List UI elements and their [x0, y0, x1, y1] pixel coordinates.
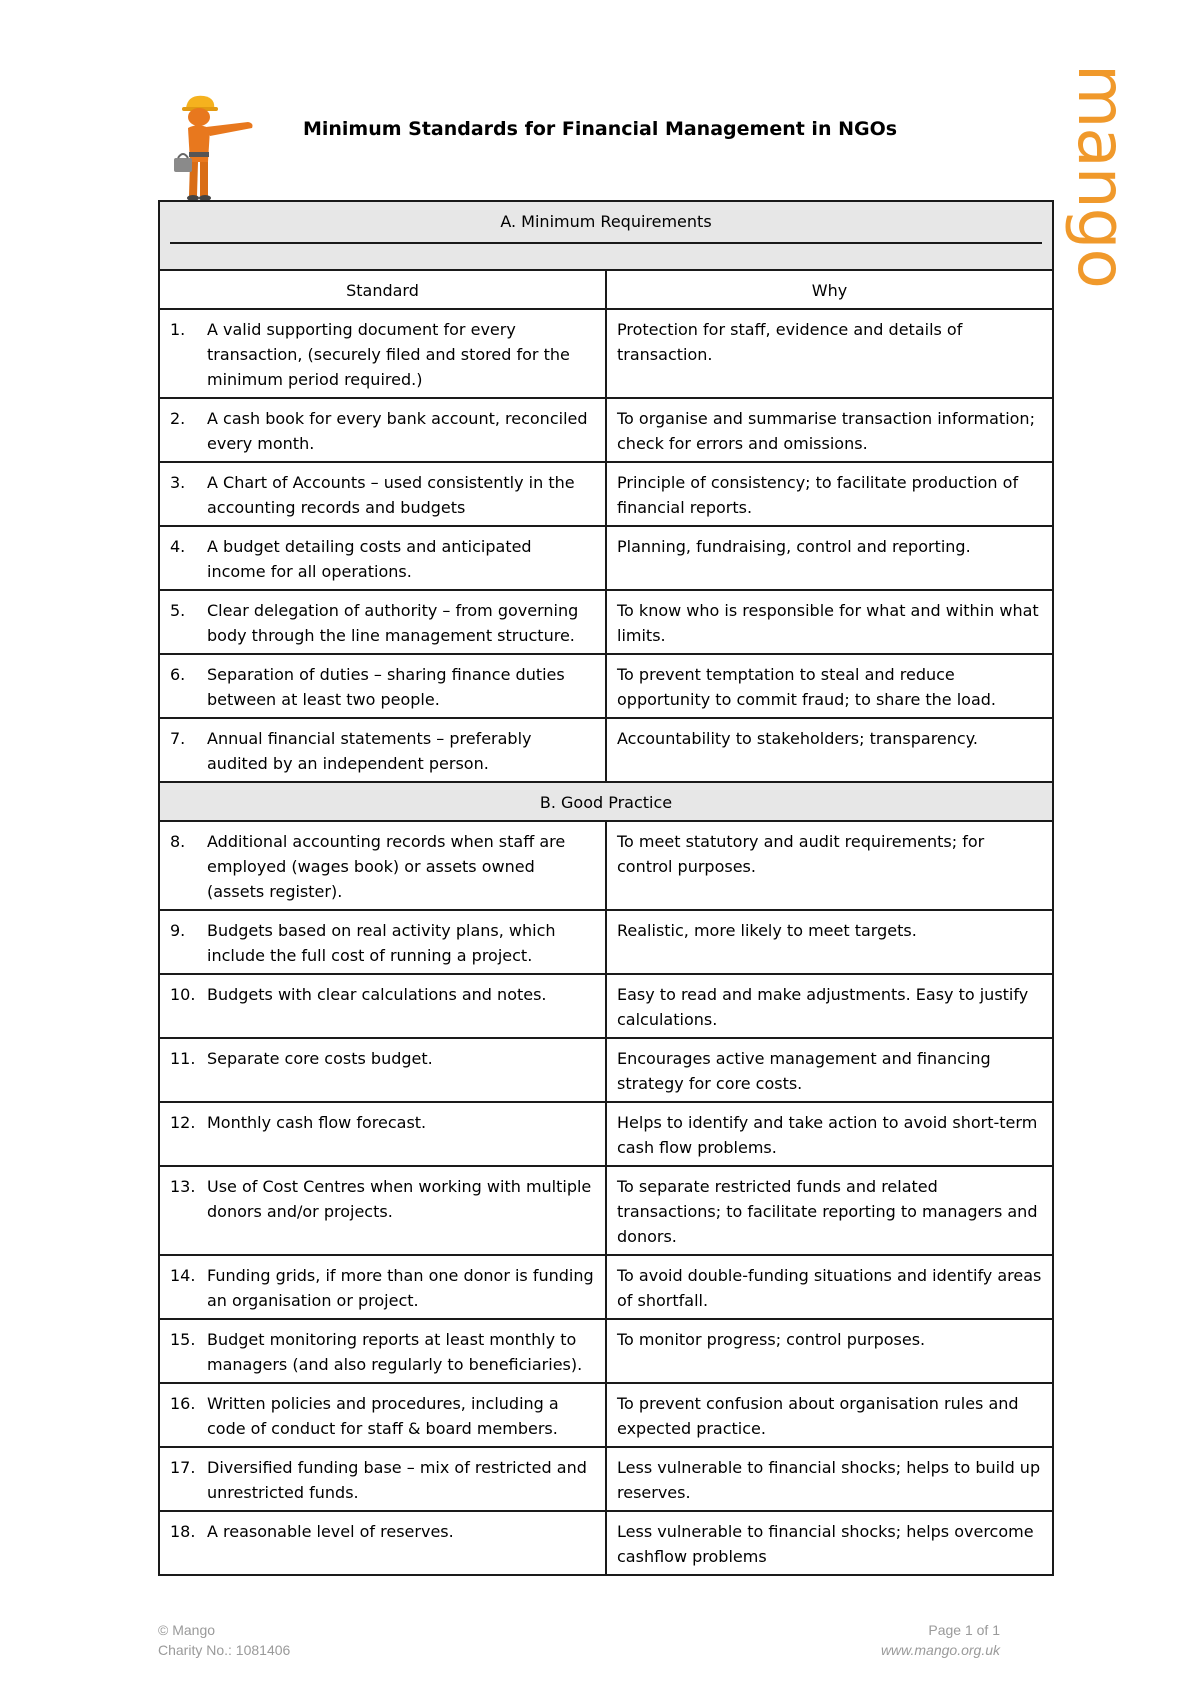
standard-text: Written policies and procedures, including a code of conduct for staff & board members. — [207, 1394, 559, 1438]
section-a-title: A. Minimum Requirements — [500, 212, 712, 231]
table-row — [159, 1166, 1053, 1255]
standard-text: A valid supporting document for every transaction, (securely filed and stored for the minimum period required.) — [207, 320, 570, 389]
standard-entry — [170, 1327, 595, 1377]
standard-text: A cash book for every bank account, reconciled every month. — [207, 409, 588, 453]
why-cell: To prevent confusion about organisation rules and expected practice. — [606, 1383, 1053, 1447]
standard-entry — [170, 1110, 595, 1135]
why-cell: Principle of consistency; to facilitate production of financial reports. — [606, 462, 1053, 526]
standard-cell — [159, 910, 606, 974]
standard-entry — [170, 982, 595, 1007]
standard-text: Clear delegation of authority – from governing body through the line management structure. — [207, 601, 579, 645]
standard-cell — [159, 1038, 606, 1102]
standard-entry — [170, 918, 595, 968]
footer-copyright: © Mango — [158, 1622, 216, 1638]
section-a-title-cell — [159, 201, 1053, 270]
standard-text: A reasonable level of reserves. — [207, 1522, 454, 1541]
table-row — [159, 1447, 1053, 1511]
standard-cell — [159, 1447, 606, 1511]
standard-entry — [170, 1391, 595, 1441]
why-cell: Planning, fundraising, control and reporting. — [606, 526, 1053, 590]
table-row — [159, 654, 1053, 718]
table-row — [159, 1383, 1053, 1447]
section-a-header-row — [159, 201, 1053, 270]
standard-number: 4. — [170, 537, 186, 556]
standard-cell — [159, 1511, 606, 1575]
standard-cell — [159, 1102, 606, 1166]
why-cell: Protection for staff, evidence and details of transaction. — [606, 309, 1053, 398]
footer-page-number: Page 1 of 1 — [928, 1622, 1000, 1638]
standard-number: 8. — [170, 832, 186, 851]
table-row — [159, 1038, 1053, 1102]
section-b-title: B. Good Practice — [159, 782, 1053, 821]
standard-cell — [159, 398, 606, 462]
standard-entry — [170, 726, 595, 776]
table-row — [159, 462, 1053, 526]
standard-entry — [170, 317, 595, 392]
why-cell: Less vulnerable to financial shocks; helps to build up reserves. — [606, 1447, 1053, 1511]
footer-charity-number: Charity No.: 1081406 — [158, 1642, 291, 1658]
why-cell: To organise and summarise transaction information; check for errors and omissions. — [606, 398, 1053, 462]
standard-number: 10. — [170, 985, 196, 1004]
standard-entry — [170, 406, 595, 456]
standard-cell — [159, 718, 606, 782]
standard-entry — [170, 829, 595, 904]
standard-number: 17. — [170, 1458, 196, 1477]
standard-text: A budget detailing costs and anticipated income for all operations. — [207, 537, 532, 581]
why-cell: Helps to identify and take action to avoid short-term cash flow problems. — [606, 1102, 1053, 1166]
standard-number: 18. — [170, 1522, 196, 1541]
standard-entry — [170, 1263, 595, 1313]
standard-number: 9. — [170, 921, 186, 940]
brand-logo: mango — [1063, 64, 1140, 288]
footer-left — [158, 1620, 290, 1660]
standard-number: 14. — [170, 1266, 196, 1285]
standard-number: 15. — [170, 1330, 196, 1349]
standard-cell — [159, 526, 606, 590]
table-row — [159, 1319, 1053, 1383]
why-cell: To meet statutory and audit requirements; for control purposes. — [606, 821, 1053, 910]
standard-text: Budget monitoring reports at least monthly to managers (and also regularly to beneficiaries). — [207, 1330, 583, 1374]
standard-text: Budgets with clear calculations and notes. — [207, 985, 547, 1004]
standard-cell — [159, 821, 606, 910]
standard-entry — [170, 470, 595, 520]
column-header-standard: Standard — [159, 270, 606, 309]
standard-cell — [159, 974, 606, 1038]
why-cell: To monitor progress; control purposes. — [606, 1319, 1053, 1383]
standard-entry — [170, 1455, 595, 1505]
standard-text: Additional accounting records when staff are employed (wages book) or assets owned (assets register). — [207, 832, 566, 901]
standard-number: 6. — [170, 665, 186, 684]
why-cell: Accountability to stakeholders; transparency. — [606, 718, 1053, 782]
column-header-why: Why — [606, 270, 1053, 309]
standard-text: Funding grids, if more than one donor is funding an organisation or project. — [207, 1266, 594, 1310]
standard-cell — [159, 1383, 606, 1447]
standard-cell — [159, 590, 606, 654]
table-row — [159, 398, 1053, 462]
section-spacer — [170, 244, 1042, 264]
standard-text: Budgets based on real activity plans, which include the full cost of running a project. — [207, 921, 556, 965]
table-row — [159, 821, 1053, 910]
standard-entry — [170, 598, 595, 648]
standard-text: Diversified funding base – mix of restricted and unrestricted funds. — [207, 1458, 587, 1502]
standard-entry — [170, 1519, 595, 1544]
standard-number: 3. — [170, 473, 186, 492]
why-cell: Encourages active management and financing strategy for core costs. — [606, 1038, 1053, 1102]
table-row — [159, 526, 1053, 590]
standard-cell — [159, 1319, 606, 1383]
footer-right — [700, 1620, 1000, 1660]
standard-cell — [159, 1166, 606, 1255]
standard-number: 12. — [170, 1113, 196, 1132]
standard-number: 11. — [170, 1049, 196, 1068]
section-divider — [170, 236, 1042, 244]
standard-number: 2. — [170, 409, 186, 428]
standard-entry — [170, 662, 595, 712]
table-row — [159, 309, 1053, 398]
why-cell: Realistic, more likely to meet targets. — [606, 910, 1053, 974]
table-row — [159, 1511, 1053, 1575]
table-row — [159, 1255, 1053, 1319]
table-row — [159, 974, 1053, 1038]
standards-table — [158, 200, 1054, 1576]
standard-entry — [170, 1046, 595, 1071]
standard-cell — [159, 309, 606, 398]
standard-number: 13. — [170, 1177, 196, 1196]
standard-entry — [170, 1174, 595, 1224]
table-row — [159, 590, 1053, 654]
worker-figure-pointing-icon — [168, 92, 260, 202]
standard-number: 16. — [170, 1394, 196, 1413]
why-cell: To prevent temptation to steal and reduce opportunity to commit fraud; to share the load. — [606, 654, 1053, 718]
standard-text: Monthly cash flow forecast. — [207, 1113, 427, 1132]
standard-cell — [159, 1255, 606, 1319]
standard-number: 7. — [170, 729, 186, 748]
column-header-row — [159, 270, 1053, 309]
why-cell: To know who is responsible for what and within what limits. — [606, 590, 1053, 654]
section-b-header-row — [159, 782, 1053, 821]
standard-text: A Chart of Accounts – used consistently in the accounting records and budgets — [207, 473, 575, 517]
footer-website-link[interactable]: www.mango.org.uk — [880, 1642, 1000, 1658]
why-cell: Less vulnerable to financial shocks; helps overcome cashflow problems — [606, 1511, 1053, 1575]
standard-cell — [159, 654, 606, 718]
standard-text: Separation of duties – sharing finance duties between at least two people. — [207, 665, 565, 709]
standard-number: 5. — [170, 601, 186, 620]
why-cell: To separate restricted funds and related transactions; to facilitate reporting to managers and donors. — [606, 1166, 1053, 1255]
standard-number: 1. — [170, 320, 186, 339]
table-row — [159, 1102, 1053, 1166]
standard-entry — [170, 534, 595, 584]
standard-cell — [159, 462, 606, 526]
standard-text: Annual financial statements – preferably audited by an independent person. — [207, 729, 532, 773]
table-row — [159, 910, 1053, 974]
page-title: Minimum Standards for Financial Management in NGOs — [302, 118, 898, 140]
why-cell: Easy to read and make adjustments. Easy to justify calculations. — [606, 974, 1053, 1038]
standard-text: Separate core costs budget. — [207, 1049, 433, 1068]
why-cell: To avoid double-funding situations and identify areas of shortfall. — [606, 1255, 1053, 1319]
standard-text: Use of Cost Centres when working with multiple donors and/or projects. — [207, 1177, 592, 1221]
table-row — [159, 718, 1053, 782]
